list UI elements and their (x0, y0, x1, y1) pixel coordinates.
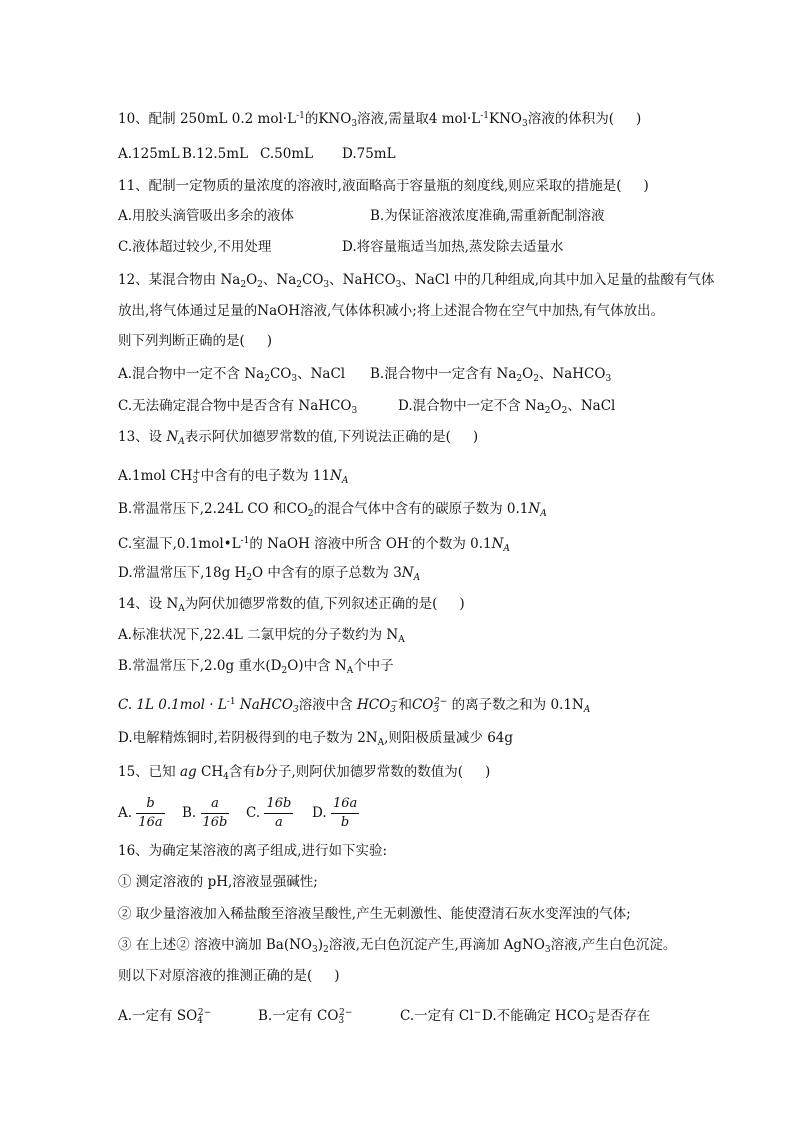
q14-oa-sub: A (398, 635, 405, 645)
q13-ob-b: 的混合气体中含有的碳原子数为 0.1 (313, 501, 529, 517)
q15-option-c[interactable] (246, 796, 293, 831)
q15-od-frac (331, 796, 359, 831)
q12-oc-a: C.无法确定混合物中是否含有 NaHCO (118, 398, 352, 414)
q13-ob-a: B.常温常压下,2.24L CO 和CO (118, 501, 308, 517)
q10-sub2: 3 (521, 119, 528, 129)
q13-od-a: D.常温常压下,18g H (118, 565, 247, 581)
q14-oa: A.标准状况下,22.4L 二氯甲烷的分子数约为 N (118, 627, 399, 643)
q16-od-b: 是否存在 (596, 1008, 651, 1024)
q16-ask-text: 则以下对原溶液的推测正确的是( (118, 968, 313, 984)
q16-option-c[interactable] (400, 1003, 481, 1026)
q12-s4: 3 (323, 280, 330, 290)
q11-stem-text: 11、配制一定物质的量浓度的溶液时,液面略高于容量瓶的刻度线,则应采取的措施是( (118, 178, 622, 194)
q13-option-c[interactable] (118, 531, 510, 559)
q13-oa-b: 中含有的电子数为 11 (200, 468, 331, 484)
q12-od-s2: 2 (561, 406, 568, 416)
q16-st3a: ③ 在上述② 溶液中滴加 Ba(NO (118, 937, 312, 953)
q10-stem-b: 的KNO (304, 111, 352, 127)
q15-oa-num: b (136, 796, 164, 814)
q15-sub: 4 (223, 772, 229, 782)
q15-od-den: b (340, 815, 350, 830)
q13-paren: ) (472, 429, 479, 445)
q12-l1b: O (246, 272, 258, 288)
q12-s1: 2 (240, 280, 247, 290)
q13-oc-sup2: - (408, 536, 412, 546)
q14-oc-sub: 3 (292, 705, 299, 715)
q15-oc-frac (264, 796, 293, 831)
q16-step2 (118, 904, 631, 924)
q12-option-c[interactable] (118, 396, 357, 421)
q14-ob-a: B.常温常压下,2.0g 重水(D (118, 658, 282, 674)
q12-oa-c: 、NaCl (297, 366, 346, 382)
q12-l1f: 、NaCl 中的几种组成,向其中加入足量的盐酸有气体 (401, 272, 715, 288)
q12-option-a[interactable] (118, 364, 345, 389)
q12-oa-s2: 3 (291, 374, 298, 384)
q15-option-d[interactable] (312, 796, 359, 831)
q16-od-sup: − (588, 1008, 597, 1018)
q12-l1e: 、NaHCO (329, 272, 396, 288)
q13-od-na: N (401, 565, 414, 581)
q12-ob-c: 、NaHCO (538, 366, 606, 382)
q13-oa-a: A.1mol CH (118, 468, 193, 484)
q13-oc-b: 的 NaOH 溶液中所含 OH (249, 536, 409, 552)
q13-oc-sup1: -1 (240, 536, 250, 546)
q13-na: N (166, 429, 179, 445)
q16-st3d: 溶液,产生白色沉淀。 (550, 937, 677, 953)
q10-sup2: -1 (480, 111, 490, 121)
q10-stem-e: 溶液的体积为( (527, 111, 614, 127)
q15-oc-label: C. (246, 805, 261, 821)
q12-stem-line3 (118, 331, 272, 351)
q14-paren: ) (459, 596, 465, 612)
q12-oc-s: 3 (351, 406, 358, 416)
q11-option-a[interactable]: A.用胶头滴管吸出多余的液体 (118, 208, 295, 224)
q16-st2: ② 取少量溶液加入稀盐酸至溶液呈酸性,产生无刺激性、能使澄清石灰水变浑浊的气体; (118, 906, 631, 922)
q13-oa-na: N (330, 468, 342, 484)
q16-paren: ) (334, 968, 340, 984)
q14-oc-e: 和 (398, 697, 412, 713)
q14-stem (118, 594, 465, 619)
q12-od-c: 、NaCl (567, 398, 616, 414)
q16-od-a: D.不能确定 HCO (482, 1008, 589, 1024)
q12-option-b[interactable] (370, 364, 611, 389)
q12-s3: 2 (296, 280, 302, 290)
q13-oc-na: N (491, 536, 504, 552)
q13-option-b[interactable] (118, 499, 547, 524)
q16-stem (118, 841, 387, 861)
q16-option-b[interactable] (258, 1003, 352, 1031)
q12-od-b: O (550, 398, 562, 414)
q13-oa-nasub: A (341, 476, 349, 486)
q14-od-sub: A (377, 738, 385, 748)
q15-ag: ag (179, 764, 197, 780)
q12-l3: 则下列判断正确的是( (118, 333, 245, 349)
q14-oc-sup2: − (390, 697, 399, 707)
q15-bvar: b (255, 764, 265, 780)
q12-od-s1: 2 (544, 406, 551, 416)
q12-s5: 3 (395, 280, 402, 290)
q14-oc-sub3: 3 (433, 705, 440, 715)
q14-s-sub: A (178, 604, 185, 614)
q16-ob: B.一定有 CO (258, 1008, 339, 1024)
q15-od-label: D. (312, 805, 327, 821)
q16-st3c: 溶液,无白色沉淀产生,再滴加 AgNO (328, 937, 545, 953)
q14-option-d[interactable] (118, 728, 513, 753)
q15-oc-num: 16b (264, 796, 293, 814)
q15-ch: CH (200, 764, 224, 780)
q14-oc-d: HCO (356, 697, 391, 713)
q16-step3 (118, 935, 676, 960)
q13-stem (118, 427, 478, 452)
q16-ask (118, 966, 340, 986)
q14-oc-sub2: 3 (390, 705, 396, 715)
q16-st1: ① 测定溶液的 pH,溶液显强碱性; (118, 874, 318, 890)
q12-od-a: D.混合物中一定不含 Na (398, 398, 545, 414)
q10-stem-a: 10、配制 250mL 0.2 mol·L (118, 111, 297, 127)
q12-l1c: 、Na (262, 272, 297, 288)
q11-option-b[interactable]: B.为保证溶液浓度准确,需重新配制溶液 (370, 208, 605, 224)
q13-oa-sup: + (193, 468, 201, 478)
q15-sa: 15、已知 (118, 764, 176, 780)
q14-oc-c: 溶液中含 (298, 697, 353, 713)
q16-option-a[interactable] (118, 1003, 211, 1031)
q12-oa-s1: 2 (264, 374, 270, 384)
q13-od-sub: 2 (246, 573, 253, 583)
q15-oa-den: 16a (138, 815, 163, 830)
q16-st3-s2: 2 (323, 945, 329, 955)
q11-stem (118, 176, 649, 196)
q12-option-d[interactable] (398, 396, 615, 421)
q13-oc-a: C.室温下,0.1mol•L (118, 536, 241, 552)
q12-ob-s2: 2 (533, 374, 539, 384)
q10-paren: ) (636, 111, 642, 127)
q16-oa: A.一定有 SO (118, 1008, 198, 1024)
q11-option-c[interactable]: C.液体超过较少,不用处理 (118, 239, 272, 255)
q16-option-d[interactable] (482, 1003, 650, 1031)
q14-s: 14、设 N (118, 596, 179, 612)
q12-l1d: CO (302, 272, 324, 288)
q12-ob-s3: 3 (605, 374, 612, 384)
q16-oa-sub: 4 (197, 1016, 203, 1026)
q15-oa-frac (136, 796, 164, 831)
q15-option-b[interactable] (182, 796, 229, 831)
q12-ob-b: O (522, 366, 534, 382)
q13-oc-nasub: A (503, 544, 510, 554)
q14-oc-sup: -1 (226, 697, 236, 707)
q11-option-d[interactable]: D.将容量瓶适当加热,蒸发除去适量水 (342, 239, 564, 255)
q12-oa-b: CO (269, 366, 292, 382)
q13-option-a[interactable] (118, 463, 348, 491)
q10-sub: 3 (351, 119, 358, 129)
q12-oa-a: A.混合物中一定不含 Na (118, 366, 265, 382)
q16-oc: C.一定有 Cl (400, 1008, 474, 1024)
q13-ob-na: N (528, 501, 541, 517)
q14-ob-b: O)中含 N (287, 658, 347, 674)
q14-oc-b: NaHCO (239, 697, 293, 713)
q12-stem-line1 (118, 270, 715, 295)
q15-ob-num: a (201, 796, 230, 814)
q10-stem-c: 溶液,需量取4 mol·L (357, 111, 481, 127)
q14-option-b[interactable] (118, 656, 394, 681)
q15-sc: 分子,则阿伏加德罗常数的数值为( (264, 764, 464, 780)
q10-stem-d: KNO (489, 111, 522, 127)
q13-sa: 13、设 (118, 429, 163, 445)
q14-ob-sub: 2 (281, 666, 288, 676)
q15-ob-den: 16b (202, 815, 228, 830)
q14-ob-suba: A (346, 666, 354, 676)
q14-od-a: D.电解精炼铜时,若阴极得到的电子数为 2N (118, 730, 378, 746)
q13-ob-sub: 2 (307, 509, 314, 519)
q15-oc-den: a (274, 815, 283, 830)
q13-od-nasub: A (413, 573, 421, 583)
q13-option-d[interactable] (118, 563, 420, 588)
q10-sup: -1 (296, 111, 305, 121)
q12-l2: 放出,将气体通过足量的NaOH溶液,气体体积减小;将上述混合物在空气中加热,有气体放出。 (118, 303, 665, 319)
q14-oc-sup3: 2− (434, 697, 448, 707)
q13-oa-sub: 3 (192, 476, 199, 486)
q10-option-c[interactable]: C.50mL (260, 146, 314, 162)
q14-od-b: ,则阳极质量减少 64g (384, 730, 514, 746)
q13-na-sub: A (178, 437, 185, 447)
q16-st3-s3: 3 (544, 945, 551, 955)
q12-ob-a: B.混合物中一定含有 Na (370, 366, 517, 382)
q12-ob-s1: 2 (516, 374, 523, 384)
q10-option-a[interactable]: A.125mL (118, 146, 180, 162)
q15-ob-frac (201, 796, 230, 831)
q10-option-d[interactable]: D.75mL (342, 146, 396, 162)
q12-paren: ) (266, 333, 273, 349)
q13-sb: 表示阿伏加德罗常数的值,下列说法正确的是( (184, 429, 451, 445)
q14-oc-g: 的离子数之和为 0.1N (451, 697, 584, 713)
q16-ob-sub: 3 (338, 1016, 345, 1026)
q10-stem (118, 106, 641, 134)
q15-option-a[interactable] (118, 796, 165, 831)
q16-od-sub: 3 (588, 1016, 594, 1026)
q14-sb: 为阿伏加德罗常数的值,下列叙述正确的是( (184, 596, 438, 612)
q13-oc-c: 的个数为 0.1 (411, 536, 492, 552)
q14-option-c[interactable] (118, 692, 590, 720)
q15-oa-label: A. (118, 805, 133, 821)
q14-ob-c: 个中子 (353, 658, 394, 674)
q15-paren: ) (485, 764, 491, 780)
q15-sb: 含有 (228, 764, 256, 780)
q16-oc-sup: − (473, 1008, 482, 1018)
q11-paren: ) (643, 178, 649, 194)
q14-oc-a: C. 1L 0.1mol · L (118, 697, 227, 713)
q15-stem (118, 762, 490, 787)
q12-s2: 2 (257, 280, 263, 290)
q14-oc-suba: A (583, 705, 591, 715)
q14-oc-f: CO (411, 697, 434, 713)
q10-option-b[interactable]: B.12.5mL (182, 146, 249, 162)
q15-od-num: 16a (331, 796, 359, 814)
q14-option-a[interactable] (118, 625, 405, 650)
q16-s: 16、为确定某溶液的离子组成,进行如下实验: (118, 843, 388, 859)
q16-step1 (118, 872, 318, 892)
q16-st3-s1: 3 (312, 945, 318, 955)
q16-oa-sup: 2− (197, 1008, 212, 1018)
q15-ob-label: B. (182, 805, 197, 821)
q13-ob-nasub: A (540, 509, 547, 519)
q12-l1a: 12、某混合物由 Na (118, 272, 241, 288)
q12-stem-line2 (118, 301, 664, 321)
q13-od-b: O 中含有的原子总数为 3 (252, 565, 402, 581)
q16-st3b: ) (317, 937, 324, 953)
q16-ob-sup: 2− (339, 1008, 353, 1018)
